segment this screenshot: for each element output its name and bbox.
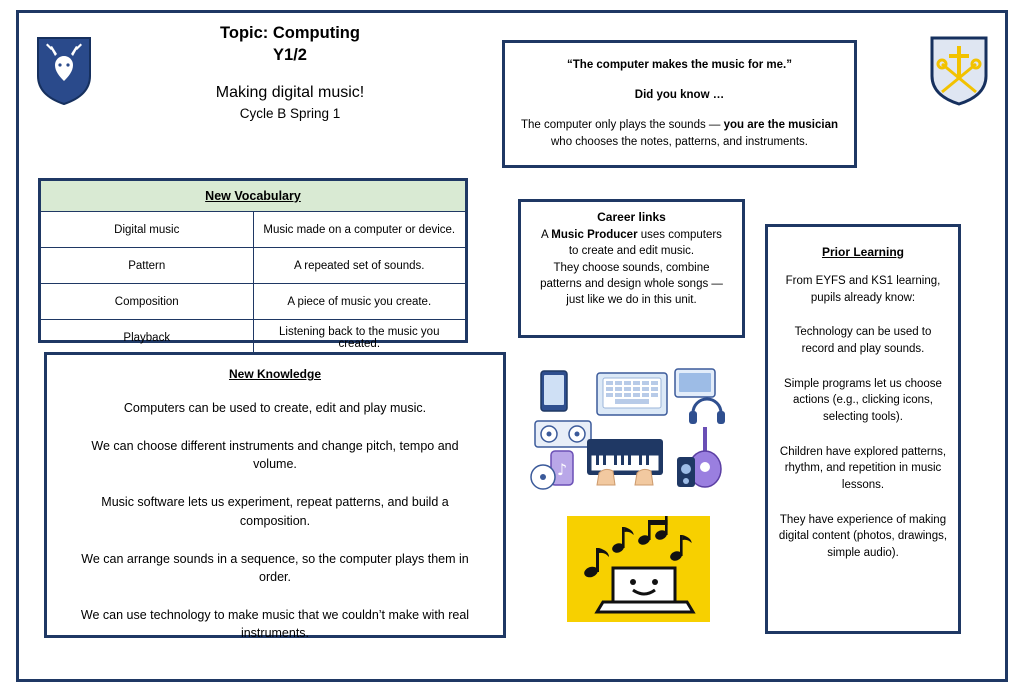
vocabulary-term: Composition [41,284,253,320]
new-vocabulary-box [38,178,468,350]
career-line-2: to create and edit music. [568,245,695,258]
vocabulary-table [41,181,465,355]
career-line-1-post: uses computers [637,229,722,241]
vocabulary-definition: A repeated set of sounds. [253,248,465,284]
table-header-row [41,181,465,212]
vocabulary-definition: Listening back to the music you created. [253,320,465,356]
misconception-quote: “The computer makes the music for me.” [567,59,792,71]
prior-learning-point: Simple programs let us choose actions (e.g., clicking icons, selecting tools). [784,377,942,424]
vocabulary-definition: Music made on a computer or device. [263,223,456,236]
new-knowledge-box [44,352,506,638]
unit-subtitle: Making digital music! [215,83,365,101]
table-row [41,284,465,320]
vocabulary-title: New Vocabulary [41,181,465,212]
career-role-name: Music Producer [551,229,638,241]
new-knowledge-point: We can arrange sounds in a sequence, so the computer plays them in order. [81,551,469,584]
prior-learning-point: Children have explored patterns, rhythm, and repetition in music lessons. [779,445,947,492]
new-knowledge-point: We can use technology to make music that we couldn’t make with real instruments. [80,607,470,640]
prior-learning-intro: From EYFS and KS1 learning, pupils already know: [785,275,941,304]
prior-learning-title: Prior Learning [821,245,904,259]
career-links-body [531,227,732,309]
topic-line-1: Topic: Computing [220,24,360,42]
new-knowledge-title: New Knowledge [228,367,321,381]
career-line-5: just like we do in this unit. [566,294,697,307]
new-knowledge-point: We can choose different instruments and change pitch, tempo and volume. [91,439,459,472]
career-line-1-pre: A [541,229,552,241]
table-row [41,320,465,356]
career-line-3: They choose sounds, combine [553,261,710,274]
vocabulary-term: Digital music [41,212,253,248]
did-you-know-body [519,117,840,152]
cross-keys-crest-logo [928,34,990,106]
prior-learning-point: They have experience of making digital content (photos, drawings, simple audio). [778,513,948,560]
career-links-title: Career links [597,210,666,224]
did-you-know-text-2: who chooses the notes, patterns, and instruments. [551,136,808,149]
svg-text:♪: ♪ [556,460,568,479]
topic-line-2: Y1/2 [273,46,307,65]
prior-learning-box [765,224,961,634]
new-knowledge-point: Music software lets us experiment, repeat patterns, and build a composition. [101,495,449,528]
did-you-know-text-bold: you are the musician [723,119,839,131]
cycle-term-label: Cycle B Spring 1 [239,106,341,122]
did-you-know-heading: Did you know … [634,89,725,101]
stag-crest-logo [34,34,94,106]
career-links-box [518,199,745,338]
prior-learning-point: Technology can be used to record and play sounds. [794,326,932,356]
page-title-block [120,22,460,124]
music-technology-collage-image [525,365,750,505]
vocabulary-term: Playback [41,320,253,356]
did-you-know-box [502,40,857,168]
career-line-4: patterns and design whole songs — [540,277,723,290]
table-row [41,212,465,248]
new-knowledge-point: Computers can be used to create, edit and play music. [123,401,427,415]
laptop-music-notes-image [567,516,710,622]
vocabulary-definition: A piece of music you create. [253,284,465,320]
table-row [41,248,465,284]
did-you-know-text-1: The computer only plays the sounds — [520,119,724,131]
vocabulary-term: Pattern [41,248,253,284]
